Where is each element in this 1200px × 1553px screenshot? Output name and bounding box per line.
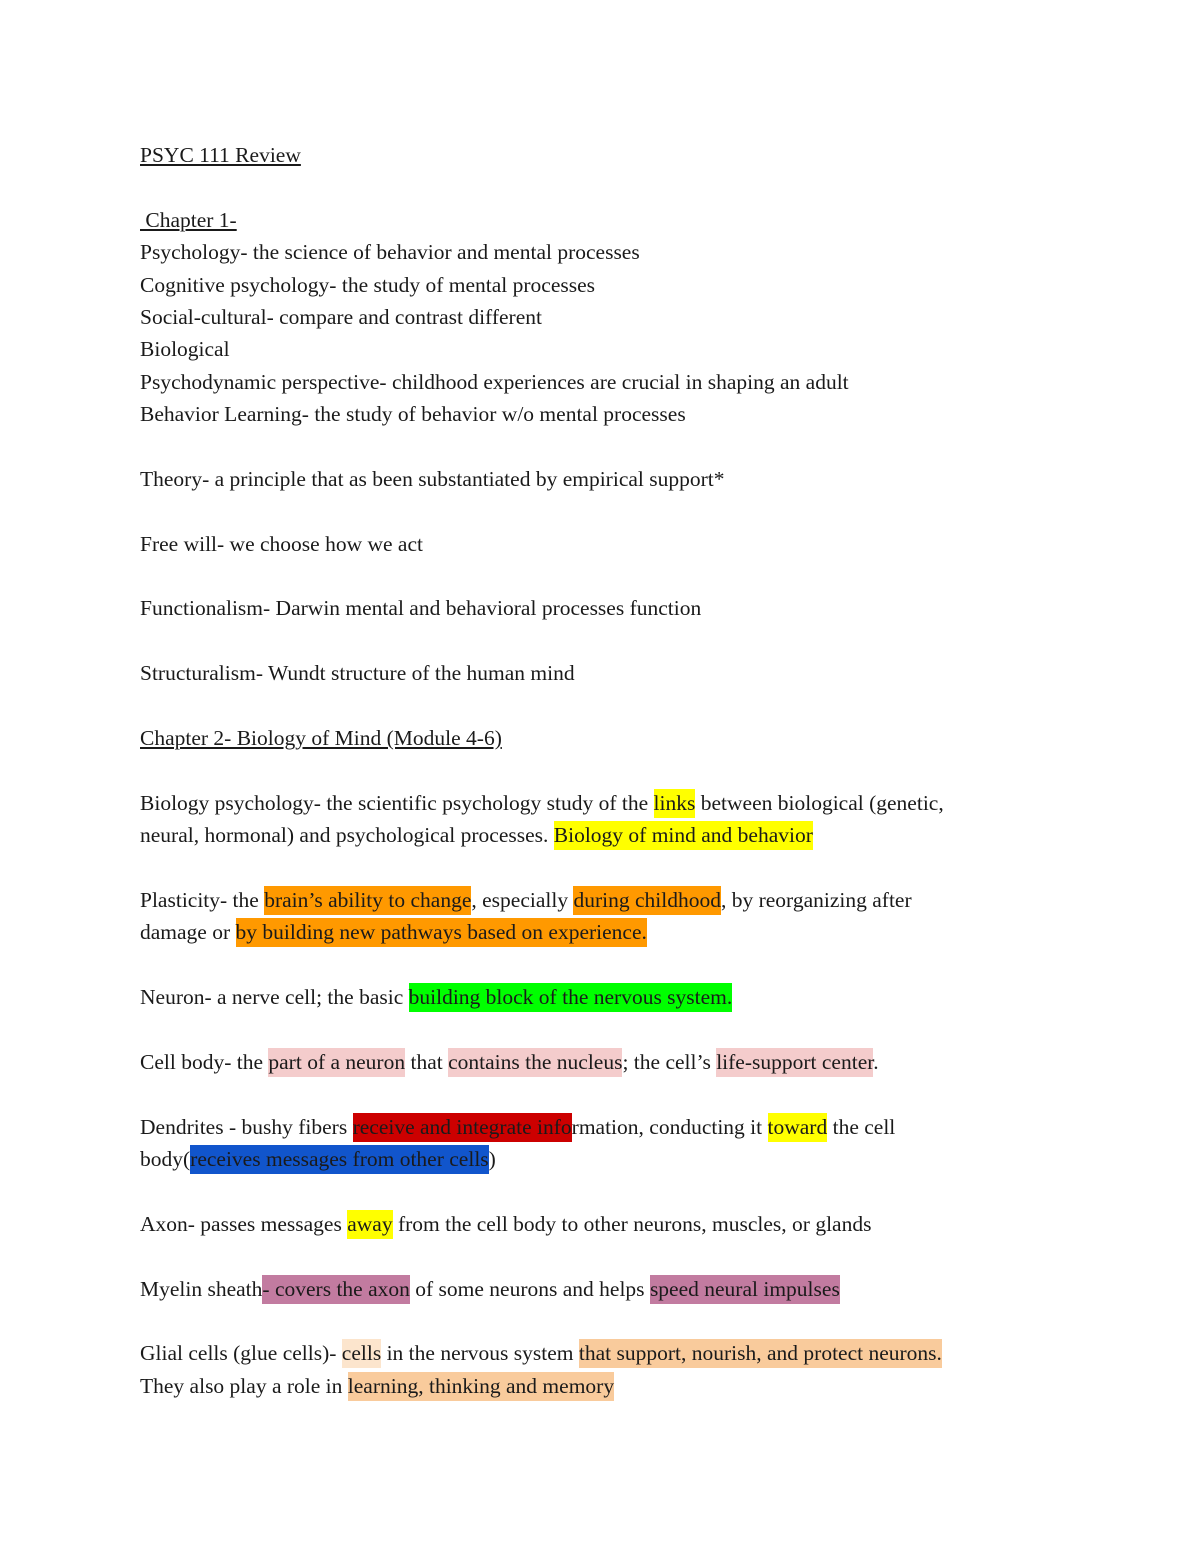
bio-psych-highlight-summary: Biology of mind and behavior (554, 821, 813, 850)
def-cognitive: Cognitive psychology- the study of mental processes (140, 272, 596, 297)
def-glial-line2 (140, 1370, 1060, 1402)
dendrites-text2: rmation, conducting it (571, 1114, 768, 1139)
plasticity-highlight-childhood: during childhood (573, 886, 721, 915)
plasticity-text4: damage or (140, 920, 236, 945)
bio-psych-text3: neural, hormonal) and psychological processes. (140, 823, 554, 848)
dendrites-highlight-receive: receive and integrate info (353, 1113, 572, 1142)
def-behavior-learning: Behavior Learning- the study of behavior w/o mental processes (140, 402, 686, 427)
dendrites-text1: Dendrites - bushy fibers (140, 1114, 353, 1139)
def-bio-psych-line2 (140, 819, 1060, 851)
glial-highlight-cells: cells (342, 1339, 381, 1368)
chapter1-heading: Chapter 1- (140, 207, 237, 232)
def-psychology: Psychology- the science of behavior and mental processes (140, 240, 640, 265)
dendrites-highlight-toward: toward (768, 1113, 828, 1142)
def-theory: Theory- a principle that as been substantiated by empirical support* (140, 466, 725, 491)
cell-body-highlight-part: part of a neuron (268, 1048, 405, 1077)
def-functionalism: Functionalism- Darwin mental and behavioral processes function (140, 596, 702, 621)
def-myelin (140, 1273, 1060, 1305)
def-psychodynamic: Psychodynamic perspective- childhood experiences are crucial in shaping an adult (140, 369, 849, 394)
plasticity-highlight-pathways: by building new pathways based on experience. (236, 918, 647, 947)
glial-text1: Glial cells (glue cells)- (140, 1341, 342, 1366)
cell-body-text4: . (873, 1049, 879, 1074)
cell-body-text1: Cell body- the (140, 1049, 269, 1074)
dendrites-highlight-messages: receives messages from other cells (190, 1145, 489, 1174)
plasticity-text1: Plasticity- the (140, 887, 265, 912)
myelin-highlight-covers: - covers the axon (262, 1275, 409, 1304)
axon-text2: from the cell body to other neurons, muscles, or glands (392, 1211, 872, 1236)
def-dendrites-line2 (140, 1143, 1060, 1175)
def-neuron (140, 981, 1060, 1013)
def-dendrites-line1 (140, 1111, 1060, 1143)
glial-text3: They also play a role in (140, 1373, 348, 1398)
document-page (140, 139, 1060, 1402)
def-plasticity-line1 (140, 884, 1060, 916)
cell-body-text3: ; the cell’s (622, 1049, 717, 1074)
doc-title: PSYC 111 Review (140, 143, 301, 167)
def-free-will: Free will- we choose how we act (140, 531, 423, 556)
glial-text2: in the nervous system (381, 1341, 579, 1366)
def-plasticity-line2 (140, 916, 1060, 948)
myelin-highlight-speed: speed neural impulses (650, 1275, 840, 1304)
chapter2-heading-line (140, 722, 1060, 754)
neuron-highlight-building-block: building block of the nervous system. (409, 983, 733, 1012)
cell-body-highlight-nucleus: contains the nucleus (448, 1048, 622, 1077)
glial-highlight-support: that support, nourish, and protect neurons. (579, 1339, 942, 1368)
dendrites-text5: ) (488, 1147, 496, 1172)
cell-body-highlight-life-support: life-support center (716, 1048, 873, 1077)
def-bio-psych-line1 (140, 787, 1060, 819)
chapter2-heading: Chapter 2- Biology of Mind (Module 4-6) (140, 726, 502, 751)
plasticity-text3: , by reorganizing after (720, 887, 912, 912)
axon-highlight-away: away (347, 1210, 392, 1239)
doc-title-line (140, 139, 1060, 171)
dendrites-text4: body( (140, 1147, 191, 1172)
bio-psych-text2: between biological (genetic, (695, 790, 944, 815)
chapter1-heading-line (140, 204, 1060, 236)
def-biological: Biological (140, 337, 230, 362)
def-cell-body (140, 1046, 1060, 1078)
glial-highlight-learning: learning, thinking and memory (348, 1372, 614, 1401)
def-social-cultural: Social-cultural- compare and contrast different (140, 304, 542, 329)
myelin-text1: Myelin sheath (140, 1276, 263, 1301)
neuron-text1: Neuron- a nerve cell; the basic (140, 985, 409, 1010)
cell-body-text2: that (405, 1049, 449, 1074)
def-glial-line1 (140, 1337, 1060, 1369)
bio-psych-highlight-links: links (654, 789, 696, 818)
bio-psych-text1: Biology psychology- the scientific psychology study of the (140, 790, 654, 815)
def-structuralism: Structuralism- Wundt structure of the human mind (140, 661, 575, 686)
dendrites-text3: the cell (827, 1114, 896, 1139)
def-axon (140, 1208, 1060, 1240)
myelin-text2: of some neurons and helps (409, 1276, 650, 1301)
axon-text1: Axon- passes messages (140, 1211, 348, 1236)
plasticity-text2: , especially (471, 887, 574, 912)
plasticity-highlight-change: brain’s ability to change (264, 886, 471, 915)
